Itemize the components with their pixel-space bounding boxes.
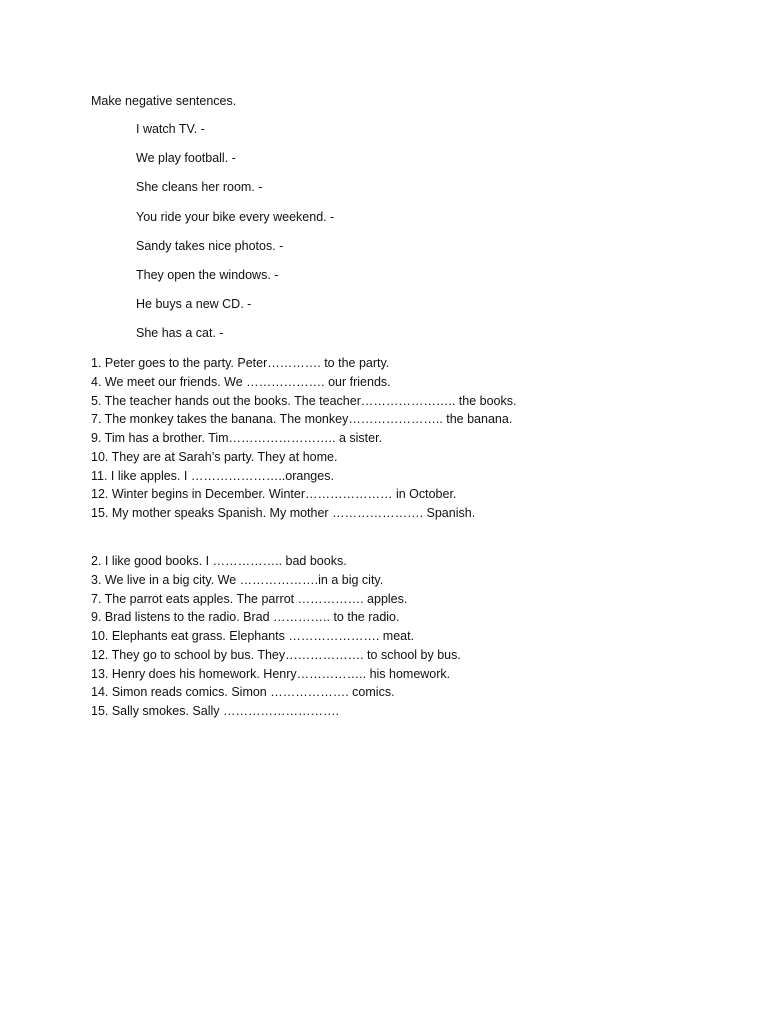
list-item-text: She cleans her room. - [136, 180, 263, 195]
exercise-line: 15. Sally smokes. Sally ………………………. [91, 704, 339, 718]
exercise-line: 9. Tim has a brother. Tim…………………….. a sister. [91, 431, 383, 445]
worksheet-heading: Make negative sentences. [91, 94, 237, 108]
exercise-block-second [91, 552, 461, 721]
exercise-line: 3. We live in a big city. We ……………….in a big city. [91, 572, 384, 587]
exercise-line: 9. Brad listens to the radio. Brad ………….. to the radio. [91, 610, 400, 625]
exercise-line: 5. The teacher hands out the books. The teacher………………….. the books. [91, 393, 517, 408]
exercise-line: 15. My mother speaks Spanish. My mother …………………. Spanish. [91, 506, 476, 520]
exercise-line: 12. Winter begins in December. Winter………………… in October. [91, 487, 457, 502]
list-item-text: She has a cat. - [136, 326, 224, 341]
exercise-line: 10. Elephants eat grass. Elephants …………………. meat. [91, 629, 415, 643]
list-item-text: They open the windows. - [136, 267, 279, 282]
exercise-line: 12. They go to school by bus. They………………. to school by bus. [91, 647, 461, 662]
exercise-line: 11. I like apples. I …………………..oranges. [91, 468, 334, 483]
exercise-line: 10. They are at Sarah’s party. They at home. [91, 449, 338, 464]
list-item-text: You ride your bike every weekend. - [136, 209, 335, 224]
exercise-line: 1. Peter goes to the party. Peter…………. to the party. [91, 356, 390, 370]
list-item-text: We play football. - [136, 151, 236, 166]
exercise-line: 7. The monkey takes the banana. The monkey………………….. the banana. [91, 412, 513, 427]
exercise-line: 7. The parrot eats apples. The parrot ……………. apples. [91, 591, 408, 606]
list-item-text: I watch TV. - [136, 122, 205, 136]
exercise-line: 14. Simon reads comics. Simon ………………. comics. [91, 685, 395, 700]
list-item-text: Sandy takes nice photos. - [136, 238, 284, 253]
exercise-block-first [91, 354, 516, 523]
list-item-text: He buys a new CD. - [136, 297, 252, 312]
exercise-line: 2. I like good books. I …………….. bad books. [91, 554, 347, 568]
exercise-line: 4. We meet our friends. We ………………. our friends. [91, 374, 391, 389]
exercise-line: 13. Henry does his homework. Henry…………….. his homework. [91, 666, 451, 681]
